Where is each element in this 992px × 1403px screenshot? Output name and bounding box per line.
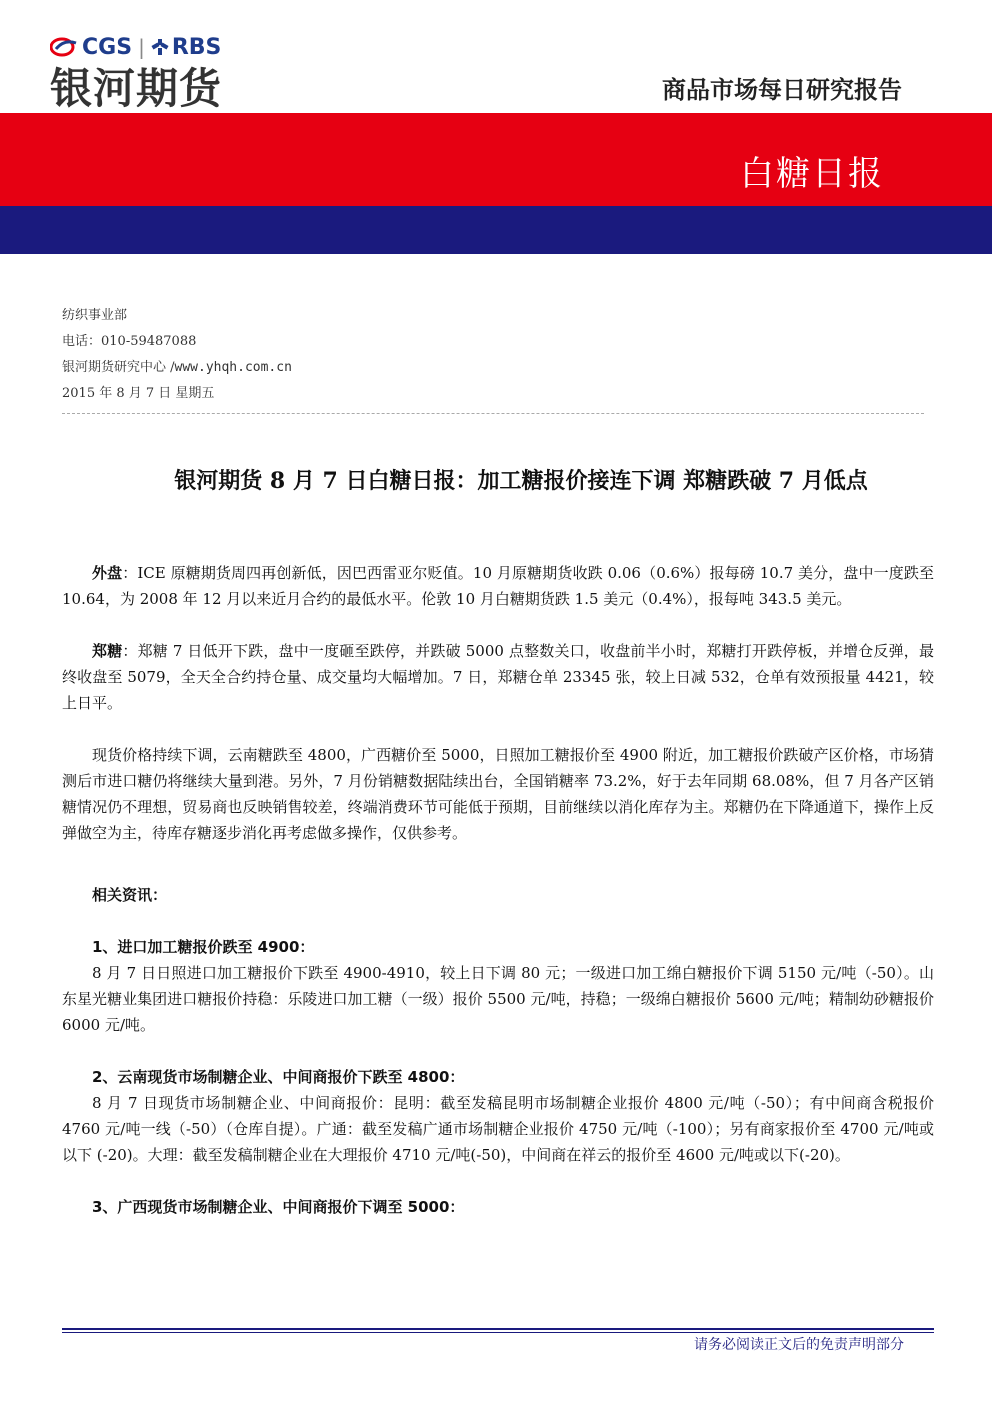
logo-cgs-text: CGS xyxy=(82,34,133,60)
logo-top-row xyxy=(50,32,222,62)
cgs-swirl-icon xyxy=(50,37,78,57)
paragraph-outer-market xyxy=(62,560,934,612)
department: 纺织事业部 xyxy=(62,308,128,323)
news-item-3-title: 3、广西现货市场制糖企业、中间商报价下调至 5000： xyxy=(92,1198,465,1216)
research-center: 银河期货研究中心 / xyxy=(62,360,175,375)
news-item-2-text: 8 月 7 日现货市场制糖企业、中间商报价：昆明：截至发稿昆明市场制糖企业报价 4800 元/吨（-50）；有中间商含税报价 4760 元/吨一线（-50）（仓库自提）。广通：截至发稿广通市场制糖企业报价 4750 元/吨（-100）；另有商家报价至 4700 元/吨或以下 (-20)。大理：截至发稿制糖企业在大理报价 4710 元/吨(-50)，中间商在祥云的报价至 4600 元/吨或以下(-20)。 xyxy=(62,1094,934,1164)
related-news-heading: 相关资讯： xyxy=(92,886,168,904)
footer-disclaimer: 请务必阅读正文后的免责声明部分 xyxy=(694,1337,904,1353)
news-item-2-title: 2、云南现货市场制糖企业、中间商报价下跌至 4800： xyxy=(92,1068,465,1086)
research-center-line xyxy=(62,355,292,381)
outer-market-text: ：ICE 原糖期货周四再创新低，因巴西雷亚尔贬值。10 月原糖期货收跌 0.06（0.6%）报每磅 10.7 美分，盘中一度跌至 10.64，为 2008 年 12 月以来近月合约的最低水平。伦敦 10 月白糖期货跌 1.5 美元（0.4%），报每吨 343.5 美元。 xyxy=(62,564,934,608)
rbs-daisy-icon xyxy=(151,38,169,56)
meta-divider xyxy=(62,413,924,414)
report-type-title: 商品市场每日研究报告 xyxy=(662,76,902,104)
report-meta xyxy=(62,303,292,407)
zhengzhou-sugar-label: 郑糖 xyxy=(92,642,123,660)
footer-rule-thin xyxy=(62,1332,934,1333)
footer-rule-thick xyxy=(62,1328,934,1330)
logo-rbs-text: RBS xyxy=(171,34,222,60)
company-logo xyxy=(50,32,222,114)
blue-header-band xyxy=(0,206,992,254)
paragraph-zhengzhou-sugar xyxy=(62,638,934,716)
paragraph-spot-price: 现货价格持续下调，云南糖跌至 4800，广西糖价至 5000，日照加工糖报价至 4900 附近，加工糖报价跌破产区价格，市场猜测后市进口糖仍将继续大量到港。另外，7 月份销糖数据陆续出台，全国销糖率 73.2%，好于去年同期 68.08%，但 7 月各产区销糖情况仍不理想，贸易商也反映销售较差，终端消费环节可能低于预期，目前继续以消化库存为主。郑糖仍在下降通道下，操作上反弹做空为主，待库存糖逐步消化再考虑做多操作，仅供参考。 xyxy=(62,746,934,842)
article-headline: 银河期货 8 月 7 日白糖日报：加工糖报价接连下调 郑糖跌破 7 月低点 xyxy=(174,468,868,494)
outer-market-label: 外盘 xyxy=(92,564,123,582)
report-band-title: 白糖日报 xyxy=(740,154,884,194)
logo-separator: | xyxy=(138,35,145,59)
zhengzhou-sugar-text: ：郑糖 7 日低开下跌，盘中一度砸至跌停，并跌破 5000 点整数关口，收盘前半小时，郑糖打开跌停板，并增仓反弹，最终收盘至 5079，全天全合约持仓量、成交量均大幅增加。7 日，郑糖仓单 23345 张，较上日减 532，仓单有效预报量 4421，较上日平。 xyxy=(62,642,934,712)
report-date: 2015 年 8 月 7 日 星期五 xyxy=(62,386,215,401)
article-body xyxy=(62,560,934,1220)
website-link[interactable]: www.yhqh.com.cn xyxy=(174,360,292,375)
phone-number: 电话：010-59487088 xyxy=(62,334,197,349)
news-item-1-title: 1、进口加工糖报价跌至 4900： xyxy=(92,938,315,956)
news-item-1-text: 8 月 7 日日照进口加工糖报价下跌至 4900-4910，较上日下调 80 元；一级进口加工绵白糖报价下调 5150 元/吨（-50）。山东星光糖业集团进口糖报价持稳：乐陵进口加工糖（一级）报价 5500 元/吨，持稳；一级绵白糖报价 5600 元/吨；精制幼砂糖报价 6000 元/吨。 xyxy=(62,964,934,1034)
logo-chinese-name: 银河期货 xyxy=(50,64,223,113)
